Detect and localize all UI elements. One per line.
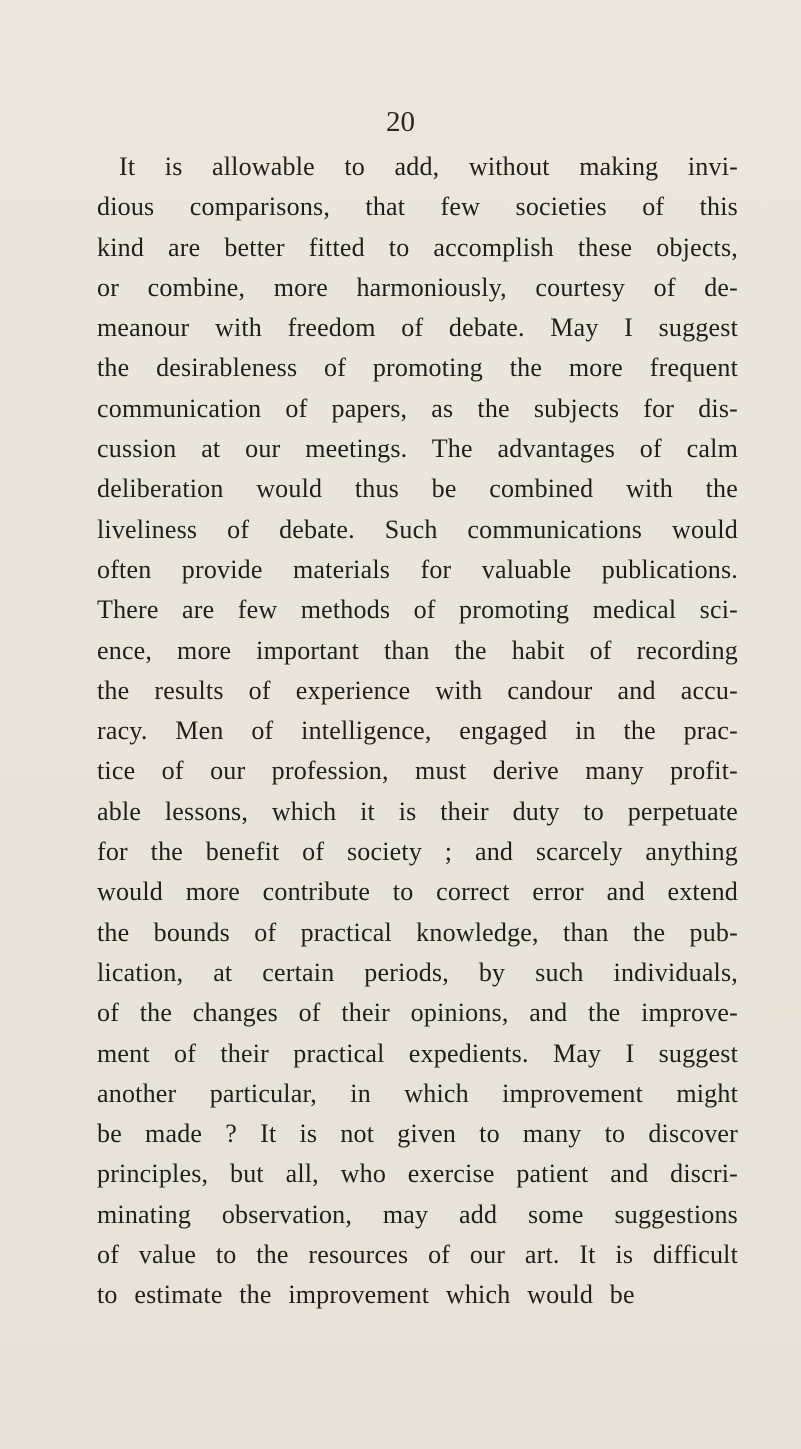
text-line: dious comparisons, that few societies of this	[97, 192, 738, 222]
text-line: meanour with freedom of debate. May I suggest	[97, 313, 738, 343]
text-line: the desirableness of promoting the more frequent	[97, 353, 738, 383]
text-line: of the changes of their opinions, and the improve-	[97, 998, 738, 1028]
text-line: be made ? It is not given to many to discover	[97, 1119, 738, 1149]
text-line: would more contribute to correct error and extend	[97, 877, 738, 907]
text-line: communication of papers, as the subjects for dis-	[97, 393, 738, 423]
page-number: 20	[386, 106, 415, 138]
text-line: able lessons, which it is their duty to perpetuate	[97, 796, 738, 826]
text-line: ment of their practical expedients. May I suggest	[97, 1038, 738, 1068]
text-line: There are few methods of promoting medical sci-	[97, 595, 738, 625]
text-line: or combine, more harmoniously, courtesy of de-	[97, 272, 738, 302]
text-line: kind are better fitted to accomplish these objects,	[97, 232, 738, 262]
text-line: the bounds of practical knowledge, than the pub-	[97, 917, 738, 947]
text-line: another particular, in which improvement might	[97, 1078, 738, 1108]
text-line: minating observation, may add some suggestions	[97, 1199, 738, 1229]
text-line: the results of experience with candour and accu-	[97, 675, 738, 705]
text-line: ence, more important than the habit of recording	[97, 635, 738, 665]
text-line: to estimate the improvement which would be	[97, 1280, 635, 1310]
text-line: It is allowable to add, without making invi-	[119, 152, 738, 181]
text-line: for the benefit of society ; and scarcely anything	[97, 837, 738, 867]
text-line: deliberation would thus be combined with the	[97, 474, 738, 504]
page-body-text	[97, 147, 738, 1316]
text-line: racy. Men of intelligence, engaged in the prac-	[97, 716, 738, 746]
text-line: tice of our profession, must derive many profit-	[97, 756, 738, 786]
text-line: lication, at certain periods, by such individuals,	[97, 957, 738, 987]
text-line: of value to the resources of our art. It is difficult	[97, 1240, 738, 1270]
text-line: cussion at our meetings. The advantages of calm	[97, 434, 738, 464]
text-line: liveliness of debate. Such communications would	[97, 514, 738, 544]
text-line: principles, but all, who exercise patient and discri-	[97, 1159, 738, 1189]
text-line: often provide materials for valuable publications.	[97, 554, 738, 584]
